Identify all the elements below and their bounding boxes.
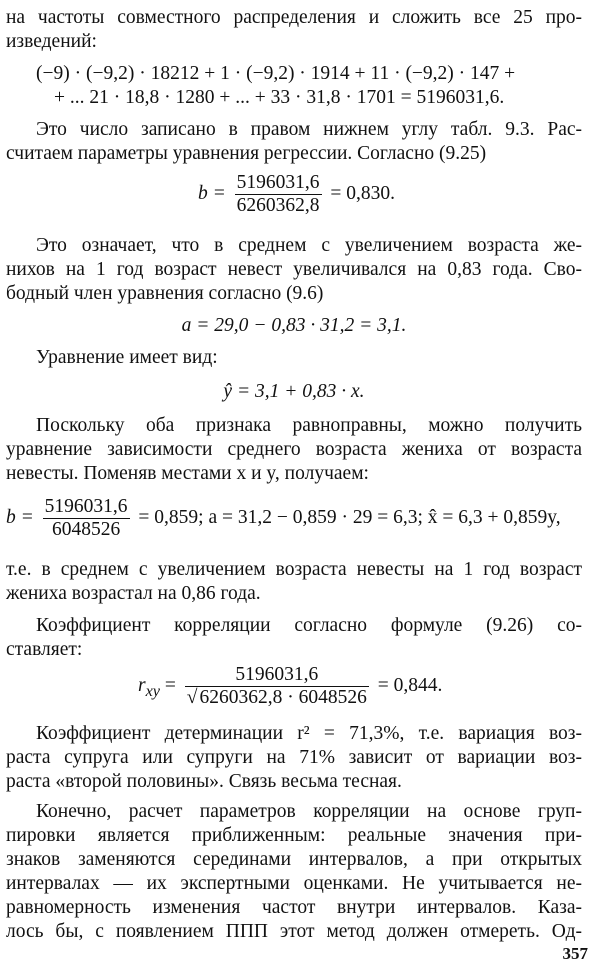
equation-b-bride: [6, 496, 582, 541]
text-line: Поскольку оба признака равноправны, можно получить: [36, 415, 582, 436]
fraction-denominator: √ 6260362,8 · 6048526: [186, 687, 367, 708]
text-line: невесты. Поменяв местами x и y, получаем:: [6, 463, 369, 484]
fraction-denominator: 6048526: [51, 519, 121, 540]
equation-equals: =: [160, 674, 176, 696]
equation-regression: [6, 380, 582, 404]
text-line: знаков заменяются серединами интервалов, а при открытых: [6, 849, 582, 870]
text-line: раста супруга или супруги на 71% зависит от вариации воз-: [6, 747, 582, 768]
equation-correlation: [138, 664, 558, 709]
sqrt-radicand: 6260362,8 · 6048526: [199, 687, 367, 708]
equation-sum-line-1: (−9) · (−9,2) · 18212 + 1 · (−9,2) · 1914 + 11 · (−9,2) · 147 +: [36, 63, 516, 84]
text-line: пировки является приближенным: реальные значения при-: [6, 825, 582, 846]
equation-lhs: r: [138, 674, 146, 696]
text-line: уравнение зависимости среднего возраста жениха от возраста: [6, 439, 582, 460]
text-line: Коэффициент корреляции согласно формуле (9.26) со-: [36, 615, 582, 636]
equation-b-groom: [198, 172, 498, 217]
equation-text: a = 29,0 − 0,83 · 31,2 = 3,1.: [181, 315, 407, 336]
text-line: т.е. в среднем с увеличением возраста невесты на 1 год возраст: [6, 559, 582, 580]
text-line: нихов на 1 год возраст невест увеличивался на 0,83 года. Сво-: [6, 259, 582, 280]
equation-a-groom: [6, 314, 582, 338]
fraction-numerator: 5196031,6: [44, 496, 128, 517]
equation-result: = 0,830.: [330, 182, 396, 204]
text-line: Конечно, расчет параметров корреляции на основе груп-: [36, 801, 582, 822]
text-line: на частоты совместного распределения и сложить все 25 про-: [6, 7, 582, 28]
text-line: Это число записано в правом нижнем углу табл. 9.3. Рас-: [36, 119, 582, 140]
fraction-denominator: 6260362,8: [236, 195, 320, 216]
text-line: считаем параметры уравнения регрессии. Согласно (9.25): [6, 143, 487, 164]
text-line: раста «второй половины». Связь весьма тесная.: [6, 771, 402, 792]
text-line: равномерность изменения частот внутри интервалов. Каза-: [6, 897, 582, 918]
fraction-numerator: 5196031,6: [185, 664, 369, 687]
text-line: бодный член уравнения согласно (9.6): [6, 283, 324, 304]
equation-result: = 0,859; a = 31,2 − 0,859 · 29 = 6,3; x̂ = 6,3 + 0,859y,: [138, 506, 561, 528]
text-line: интервалах — их экспертными оценками. Не учитывается не-: [6, 873, 582, 894]
text-line: изведений:: [6, 31, 97, 52]
equation-result: = 0,844.: [377, 674, 443, 696]
fraction: [43, 496, 130, 541]
equation-subscript: xy: [145, 681, 161, 700]
text-line: жениха возрастал на 0,86 года.: [6, 583, 261, 604]
text-line: Это означает, что в среднем с увеличением возраста же-: [36, 235, 582, 256]
equation-text: ŷ = 3,1 + 0,83 · x.: [223, 381, 365, 402]
fraction-numerator: 5196031,6: [236, 172, 320, 193]
equation-lhs: b =: [198, 182, 226, 204]
text-line: Коэффициент детерминации r² = 71,3%, т.е. вариация воз-: [36, 723, 582, 744]
page-number: 357: [562, 944, 588, 963]
text-line: лось бы, с появлением ППП этот метод должен отмереть. Од-: [6, 921, 582, 942]
fraction: [235, 172, 322, 217]
text-line: ставляет:: [6, 639, 83, 660]
equation-lhs: b =: [6, 506, 34, 528]
fraction: [185, 664, 369, 709]
equation-sum-line-2: + ... 21 · 18,8 · 1280 + ... + 33 · 31,8 · 1701 = 5196031,6.: [54, 87, 505, 108]
text-line: Уравнение имеет вид:: [36, 347, 218, 368]
